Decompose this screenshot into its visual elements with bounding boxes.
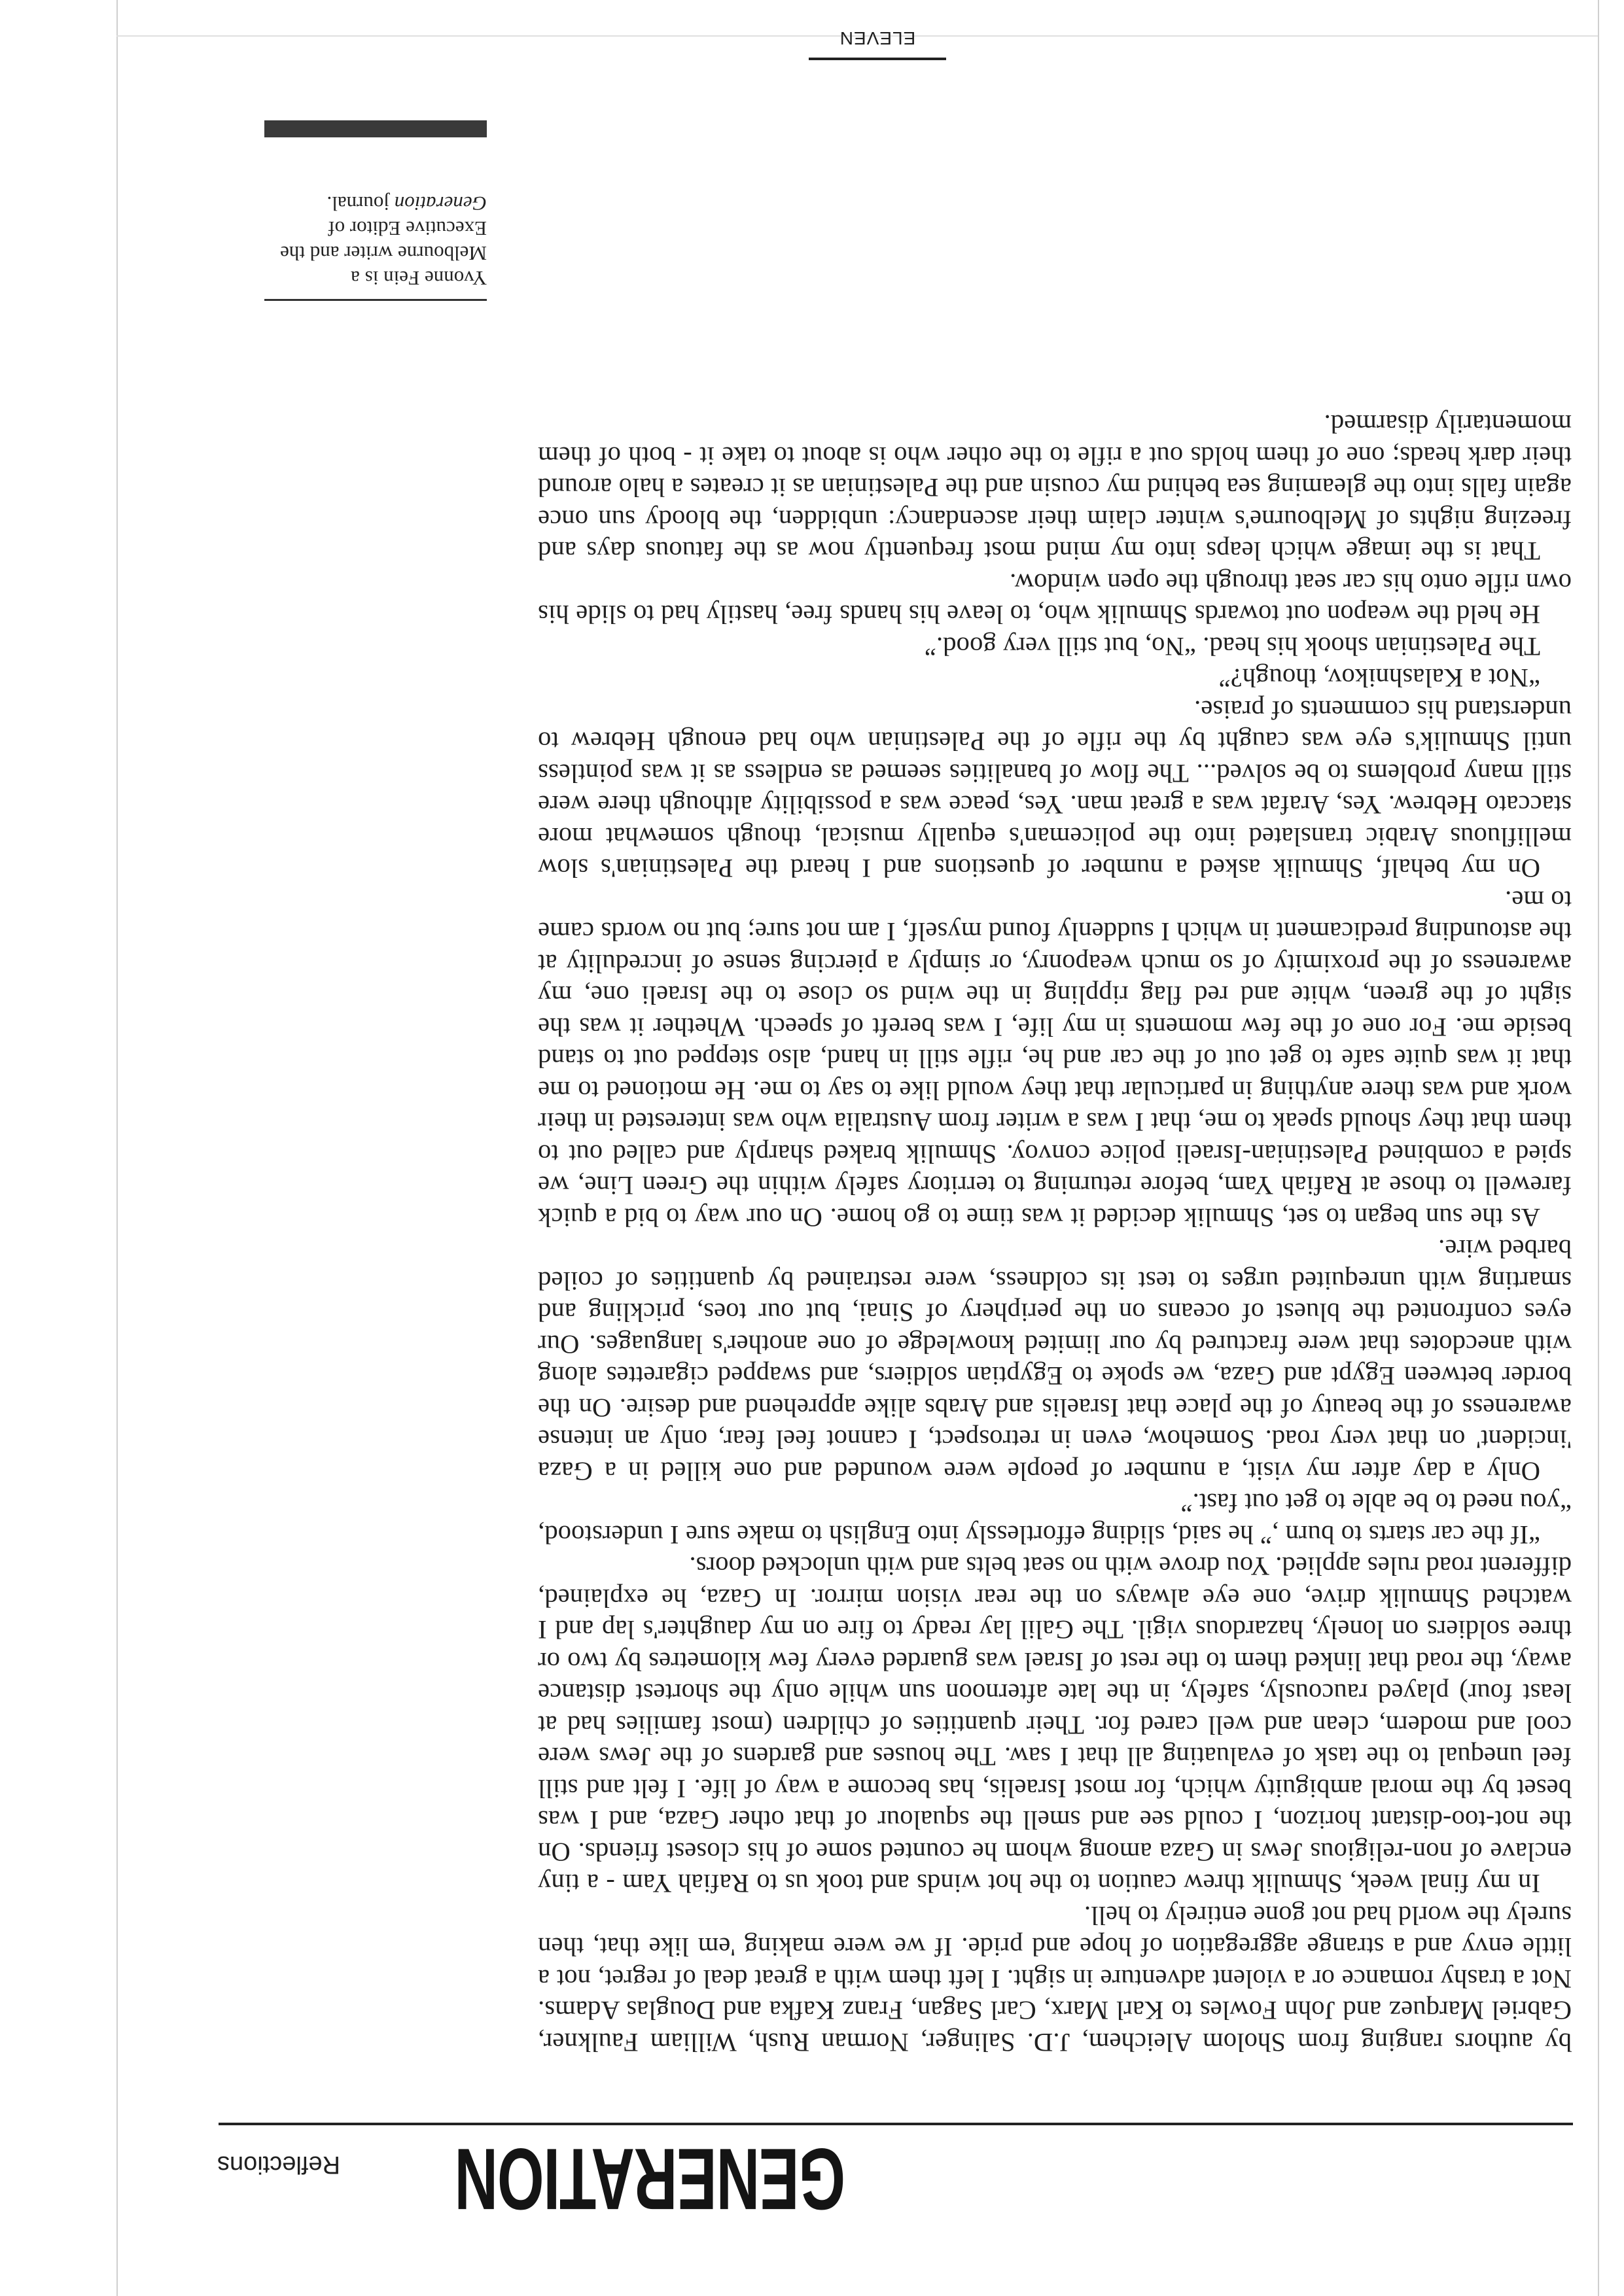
article-paragraph: On my behalf, Shmulik asked a number of questions and I heard the Palestinian's slow mellifluous Arabic translated into the policeman's equally musical, though somewhat more staccato Hebrew. Yes, Arafat was a great man. Yes, peace was a possibility although there were still many problems to be solved... The flow of banalities seemed as endless as it was pointless until Shmulik's eye was caught by the rifle of the Palestinian who had enough Hebrew to understand his comments of praise.: [538, 695, 1572, 884]
masthead-rule: [219, 2123, 1573, 2125]
bio-journal-name: Generation: [394, 192, 487, 215]
article-paragraph: The Palestinian shook his head. “No, but still very good.”: [924, 632, 1540, 661]
scan-edge-right: [116, 0, 118, 2296]
bio-suffix: journal.: [327, 192, 390, 215]
article-paragraph: That is the image which leaps into my mind most frequently now as the fatuous days and freezing nights of Melbourne's winter claim their ascendancy: unbidden, the bloody sun once again falls into the gleaming sea behind my cousin and the Palestinian as it creates a halo around their dark heads; one of them holds out a rifle to the other who is about to take it - both of them momentarily disarmed.: [538, 409, 1572, 566]
section-label: Reflections: [217, 2151, 340, 2178]
bio-rule-top: [264, 299, 487, 301]
article-paragraph: In my final week, Shmulik threw caution to the hot winds and took us to Rafiah Yam - a tiny enclave of non-religious Jews in Gaza among whom he counted some of his closest friends. On the not-too-distant horizon, I could see and smell the squalour of that other Gaza, and I was beset by the moral ambiguity which, for most Israelis, has become a way of life. I felt and still feel unequal to the task of evaluating all that I saw. The houses and gardens of the Jews were cool and modern, clean and well cared for. Their quantities of children (most families had at least four) played raucously, safely, in the late afternoon sun while only the shortest distance away, the road that linked them to the rest of Israel was guarded every few kilometres by two or three soldiers on lonely, hazardous vigil. The Galil lay ready to fire on my daughter's lap and I watched Shmulik drive, one eye always on the rear vision mirror. In Gaza, he explained, different road rules applied. You drove with no seat belts and with unlocked doors.: [538, 1552, 1572, 1899]
page-number-label: ELEVEN: [809, 27, 946, 60]
article-paragraph: He held the weapon out towards Shmulik who, to leave his hands free, hastily had to slide his own rifle onto his car seat through the open window.: [538, 568, 1572, 630]
article-paragraph: by authors ranging from Sholom Aleichem, J.D. Salinger, Norman Rush, William Faulkner, Gabriel Marquez and John Fowles to Karl Marx, Carl Sagan, Franz Kafka and Douglas Adams. Not a trashy romance or a violent adventure in sight. I left them with a great deal of regret, not a little envy and a strange aggregation of hope and pride. If we were making 'em like that, then surely the world had not gone entirely to hell.: [538, 1901, 1572, 2057]
article-paragraph: Only a day after my visit, a number of people were wounded and one killed in a Gaza 'incident' on that very road. Somehow, even in retrospect, I cannot feel fear, only an intense awareness of the beauty of the place that Israelis and Arabs alike apprehend and desire. On the border between Egypt and Gaza, we spoke to Egyptian soldiers, and swapped cigarettes along with anecdotes that were fractured by our limited knowledge of one another's languages. Our eyes confronted the bluest of oceans on the periphery of Sinai, but our toes, prickling and smarting with unrequited urges to test its coldness, were restrained by quantities of coiled barbed wire.: [538, 1234, 1572, 1486]
article-paragraph: “If the car starts to burn ,” he said, sliding effortlessly into English to make sure I understood, “you need to be able to get out fast.”: [538, 1488, 1572, 1550]
scan-edge-left: [1598, 0, 1599, 2296]
bio-text: Yvonne Fein is a Melbourne writer and the Executive Editor of: [280, 217, 487, 290]
article-body: [538, 408, 1572, 2058]
bio-rule-bottom: [264, 120, 487, 137]
article-paragraph: As the sun began to set, Shmulik decided it was time to go home. On our way to bid a quick farewell to those at Rafiah Yam, before returning to territory safely within the Green Line, we spied a combined Palestinian-Israeli police convoy. Shmulik braked sharply and called out to them that they should speak to me, that I was a writer from Australia who was interested in their work and was there anything in particular that they would like to say to me. He motioned to me that it was quite safe to get out of the car and he, rifle still in hand, also stepped out to stand beside me. For one of the few moments in my life, I was bereft of speech. Whether it was the sight of the green, white and red flag rippling in the wind so close to the Israeli one, my awareness of the proximity of so much weaponry, or simply a piercing sense of incredulity at the astounding predicament in which I suddenly found myself, I am not sure; but no words came to me.: [538, 886, 1572, 1232]
article-paragraph: “Not a Kalashnikov, though?”: [1218, 663, 1540, 693]
masthead-logo: GENERATION: [455, 2130, 845, 2227]
author-bio: [264, 191, 487, 290]
